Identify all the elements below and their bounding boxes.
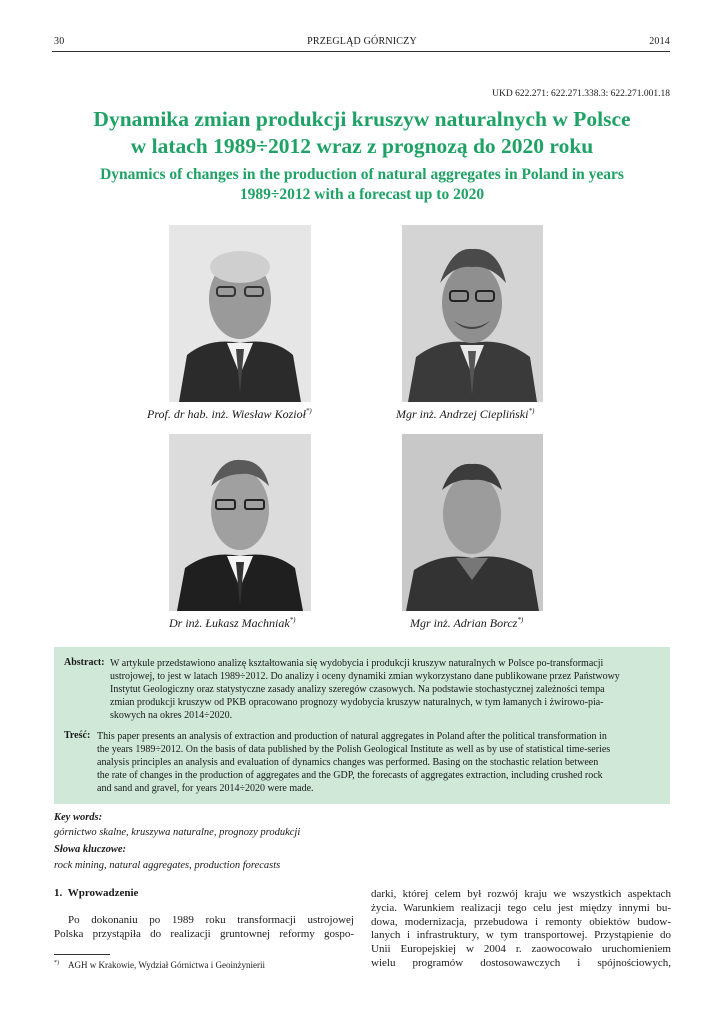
title-pl-line: w latach 1989÷2012 wraz z prognozą do 2020 roku bbox=[130, 134, 594, 158]
body-line: lanych i infrastruktury, w tym transportowej. Przystąpienie do bbox=[371, 929, 671, 942]
footnote-rule bbox=[54, 954, 110, 955]
author-name: Prof. dr hab. inż. Wiesław Kozioł bbox=[147, 407, 306, 421]
author-footnote-mark: *) bbox=[517, 616, 524, 624]
section-heading: 1. Wprowadzenie bbox=[54, 887, 139, 899]
journal-name: PRZEGLĄD GÓRNICZY bbox=[307, 36, 417, 47]
footnote-mark: *) bbox=[54, 960, 59, 966]
title-english bbox=[40, 165, 684, 205]
author-caption-1 bbox=[147, 407, 312, 422]
author-photo-1 bbox=[169, 225, 311, 402]
author-photo-2 bbox=[402, 225, 543, 402]
abstract-line: Instytut Geologiczny oraz statystyczne zasady analizy szeregów czasowych. Na podstawie stochastycznej zależności tempa bbox=[110, 684, 605, 695]
page-number: 30 bbox=[54, 36, 65, 47]
abstract-line: the years 1989÷2012. On the basis of data published by the Polish Geological Institute as well as by use of statistical time-series bbox=[97, 744, 611, 755]
body-line: wielu programów dostosowawczych i spójnościowych, bbox=[371, 956, 671, 969]
footnote bbox=[54, 960, 265, 970]
abstract-text-pl bbox=[110, 657, 662, 722]
title-en-line: 1989÷2012 with a forecast up to 2020 bbox=[239, 186, 485, 203]
journal-year: 2014 bbox=[649, 36, 670, 47]
keywords-text-pl: rock mining, natural aggregates, production forecasts bbox=[54, 860, 281, 871]
abstract-line: zmian produkcji kruszyw od PKB opracowano prognozy wydobycia kruszyw naturalnych, w tym łamanych i żwirowo-pia- bbox=[110, 697, 604, 708]
body-line: Unii Europejskiej w 2004 r. zaowocowało uruchomieniem bbox=[371, 943, 671, 956]
author-name: Mgr inż. Adrian Borcz bbox=[410, 616, 518, 630]
title-polish bbox=[40, 106, 684, 160]
body-line: życia. Warunkiem realizacji tego celu jest między innymi bu- bbox=[371, 901, 671, 914]
abstract-label-pl: Abstract: bbox=[64, 657, 105, 668]
abstract-label-en: Treść: bbox=[64, 730, 91, 741]
author-name: Dr inż. Łukasz Machniak bbox=[169, 616, 290, 630]
abstract-line: analysis principles an analysis and evaluation of dynamics changes was performed. Basing on the stochastic relation between bbox=[97, 757, 599, 768]
keywords-label-en: Key words: bbox=[54, 812, 103, 823]
keywords-label-pl: Słowa kluczowe: bbox=[54, 844, 127, 855]
body-line: darki, której celem był rozwój kraju we wszystkich aspektach bbox=[371, 888, 671, 900]
body-column-right bbox=[371, 888, 671, 971]
abstract-text-en bbox=[97, 730, 663, 795]
body-line: Polska przystąpiła do realizacji gruntownej reformy gospo- bbox=[54, 927, 354, 940]
author-footnote-mark: *) bbox=[305, 407, 312, 415]
author-photo-3 bbox=[169, 434, 311, 611]
author-footnote-mark: *) bbox=[528, 407, 535, 415]
abstract-line: This paper presents an analysis of extraction and production of natural aggregates in Poland after the political transformation in bbox=[97, 731, 607, 742]
abstract-line: skowych na okres 2014÷2020. bbox=[110, 710, 233, 721]
footnote-text: AGH w Krakowie, Wydział Górnictwa i Geoinżynierii bbox=[68, 960, 265, 970]
author-name: Mgr inż. Andrzej Ciepliński bbox=[396, 407, 529, 421]
header-rule bbox=[52, 51, 670, 52]
udk-code: UKD 622.271: 622.271.338.3: 622.271.001.18 bbox=[492, 89, 670, 99]
keywords-text-en: górnictwo skalne, kruszywa naturalne, prognozy produkcji bbox=[54, 827, 301, 838]
abstract-line: ustrojowej, to jest w latach 1989÷2012. Do analizy i oceny dynamiki zmian wykorzystano dane publikowane przez Państwowy bbox=[110, 671, 620, 682]
body-line: Po dokonaniu po 1989 roku transformacji ustrojowej bbox=[68, 914, 354, 926]
abstract-line: the rate of changes in the production of aggregates and the GDP, the forecasts of aggregates extraction, including crushed rock bbox=[97, 770, 603, 781]
title-en-line: Dynamics of changes in the production of natural aggregates in Poland in years bbox=[100, 166, 624, 183]
abstract-line: W artykule przedstawiono analizę kształtowania się wydobycia i produkcji kruszyw naturalnych w Polsce po-transformacji bbox=[110, 658, 604, 669]
author-caption-3 bbox=[169, 616, 296, 631]
title-pl-line: Dynamika zmian produkcji kruszyw naturalnych w Polsce bbox=[93, 107, 631, 131]
author-caption-2 bbox=[396, 407, 534, 422]
author-photo-4 bbox=[402, 434, 543, 611]
author-caption-4 bbox=[410, 616, 523, 631]
body-line: dowa, modernizacja, przebudowa i remonty obiektów budow- bbox=[371, 915, 671, 928]
author-footnote-mark: *) bbox=[289, 616, 296, 624]
abstract-line: and sand and gravel, for years 2014÷2020 were made. bbox=[97, 783, 314, 794]
body-column-left bbox=[54, 914, 354, 942]
